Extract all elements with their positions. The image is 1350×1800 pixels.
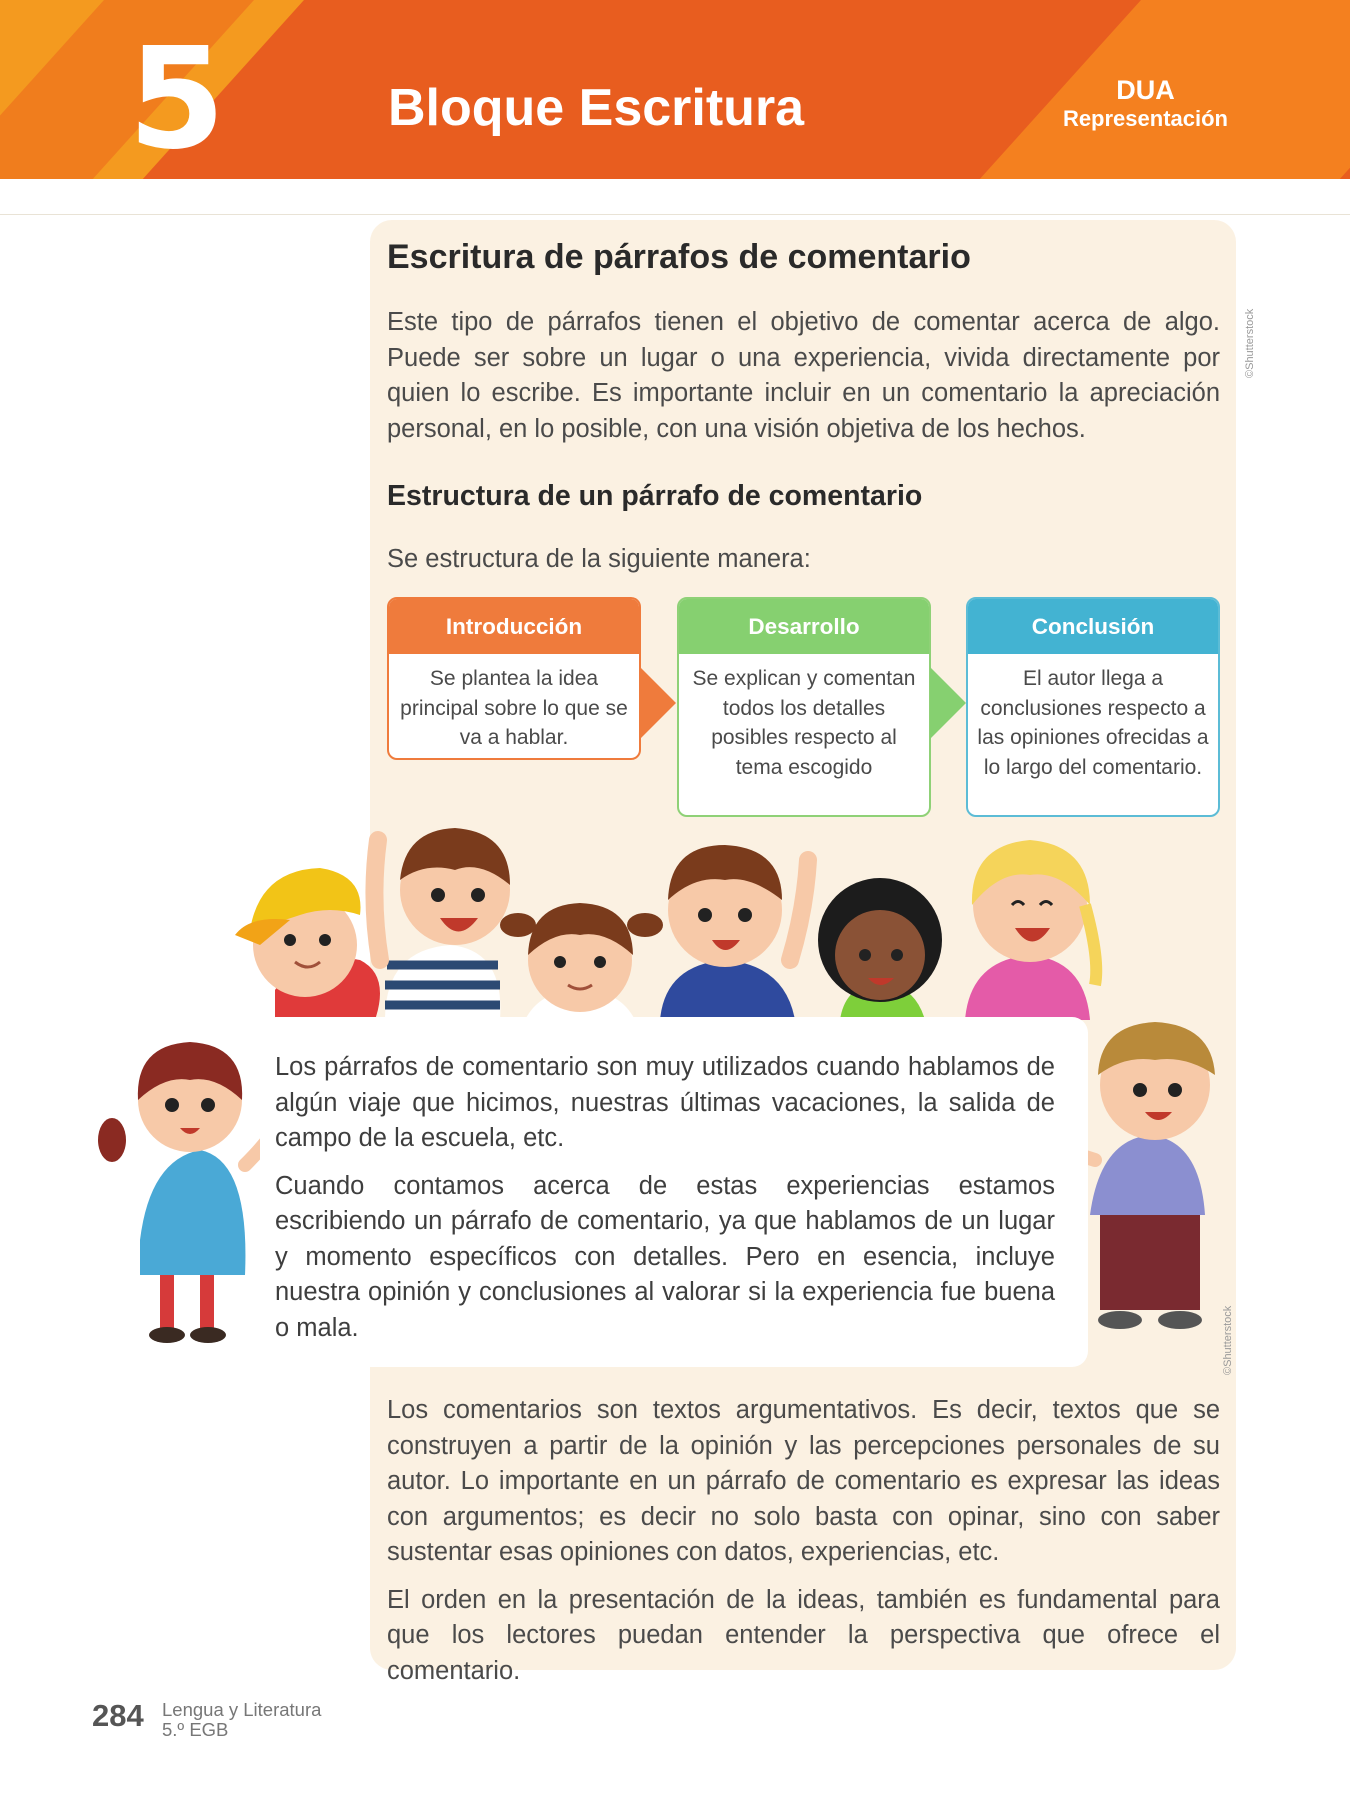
dua-label: DUA <box>1116 75 1175 105</box>
arrow-right-icon <box>930 667 966 739</box>
card-paragraph: Cuando contamos acerca de estas experiencias estamos escribiendo un párrafo de comentario, ya que hablamos de un lugar y momento específicos con detalles. Pero en esencia, incluye nuestra opinión y conclusiones al valorar si la experiencia fue buena o mala. <box>275 1171 1055 1342</box>
photo-credit: ©Shutterstock <box>1244 308 1256 378</box>
card-paragraph: Los párrafos de comentario son muy utilizados cuando hablamos de algún viaje que hicimos, nuestras últimas vacaciones, la salida de campo de la escuela, etc. <box>275 1053 1055 1152</box>
box-title: Desarrollo <box>679 599 929 654</box>
dua-sub: Representación <box>1062 105 1228 131</box>
closing-paragraph: El orden en la presentación de la ideas, también es fundamental para que los lectores puedan entender la perspectiva que ofrece el comentario. <box>387 1585 1220 1685</box>
section-paragraph: Este tipo de párrafos tienen el objetivo de comentar acerca de algo. Puede ser sobre un lugar o una experiencia, vivida directamente por quien lo escribe. Es importante incluir en un comentario la apreciación personal, en lo posible, con una visión objetiva de los hechos. <box>387 308 1220 443</box>
grade-name: 5.º EGB <box>162 1719 229 1740</box>
header-banner <box>0 0 1350 179</box>
dua-badge <box>1063 76 1228 132</box>
arrow-right-icon <box>640 667 676 739</box>
section-heading: Escritura de párrafos de comentario <box>387 238 971 276</box>
box-title: Introducción <box>389 599 639 654</box>
child-yellow-cap <box>235 868 380 1020</box>
child-left-girl <box>98 1042 275 1343</box>
subject-name: Lengua y Literatura <box>162 1699 322 1720</box>
box-title: Conclusión <box>968 599 1218 654</box>
closing-text <box>387 1393 1220 1701</box>
box-text: Se explican y comentan todos los detalles posibles respecto al tema escogido <box>692 667 916 779</box>
box-desarrollo <box>677 597 931 817</box>
chapter-number: 5 <box>128 18 226 179</box>
box-introduccion <box>387 597 641 760</box>
closing-paragraph: Los comentarios son textos argumentativos. Es decir, textos que se construyen a partir de la opinión y las percepciones personales de su autor. Lo importante en un párrafo de comentario es expresar las ideas con argumentos; es decir no solo basta con opinar, sino con saber sustentar esas opiniones con datos, experiencias, etc. <box>387 1396 1220 1566</box>
page-number: 284 <box>92 1698 144 1733</box>
box-conclusion <box>966 597 1220 817</box>
structure-intro: Se estructura de la siguiente manera: <box>387 545 811 573</box>
photo-credit: ©Shutterstock <box>1222 1305 1234 1375</box>
card-text <box>275 1050 1055 1358</box>
box-text: Se plantea la idea principal sobre lo que se va a hablar. <box>400 667 628 749</box>
structure-heading: Estructura de un párrafo de comentario <box>387 480 923 512</box>
box-text: El autor llega a conclusiones respecto a las opiniones ofrecidas a lo largo del comentario. <box>977 667 1209 779</box>
divider <box>0 214 1350 215</box>
page-title: Bloque Escritura <box>388 79 805 137</box>
footer-subject <box>162 1700 321 1740</box>
